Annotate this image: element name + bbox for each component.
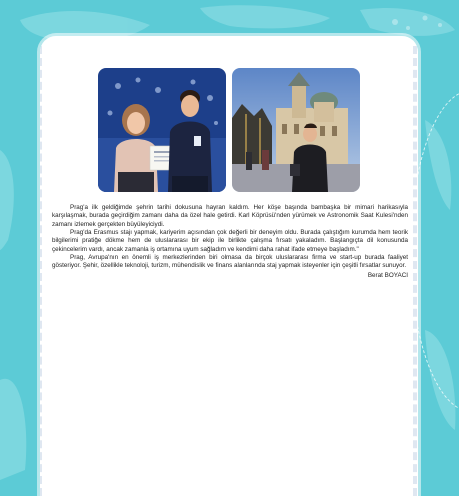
dashed-border-right (413, 46, 417, 496)
photo-prague-church-square (232, 68, 360, 192)
photo-certificate-ceremony (98, 68, 226, 192)
author-signature: Berat BOYACI (367, 271, 408, 279)
paragraph-3: Prag, Avrupa'nın en önemli iş merkezlerinden biri olmasa da birçok uluslararası firma ve start-up burada faaliyet gösteriyor. Şehir, özellikle teknoloji, turizm, mühendislik ve finans alanlarında staj yapmak isteyenler için çeşitli fırsatlar sunuyor. (52, 254, 408, 270)
photo-row (98, 68, 360, 192)
paragraph-1: Prag'a ilk geldiğimde şehrin tarihi dokusuna hayran kaldım. Her köşe başında bambaşka bir mimari harikasıyla karşılaşmak, burada geçirdiğim zamanı daha da özel hale getirdi. Karl Köprüsü'nden yürümek ve Astronomik Saat Kulesi'nden zamanı izlemek gerçekten büyüleyiciydi. (52, 204, 408, 228)
article-card (40, 36, 418, 496)
dashed-border-left (40, 46, 42, 496)
article-text (52, 204, 408, 280)
paragraph-2: Prag'da Erasmus stajı yapmak, kariyerim açısından çok değerli bir deneyim oldu. Burada çalıştığım kurumda hem teorik bilgilerimi pratiğe dökme hem de uluslararası bir ekip ile birlikte çalışma fırsatı yakaladım. Başlangıçta dil konusunda çekincelerim vardı, ancak zamanla iş ortamına uyum sağladım ve kendimi daha rahat ifade etmeye başladım." (52, 229, 408, 253)
